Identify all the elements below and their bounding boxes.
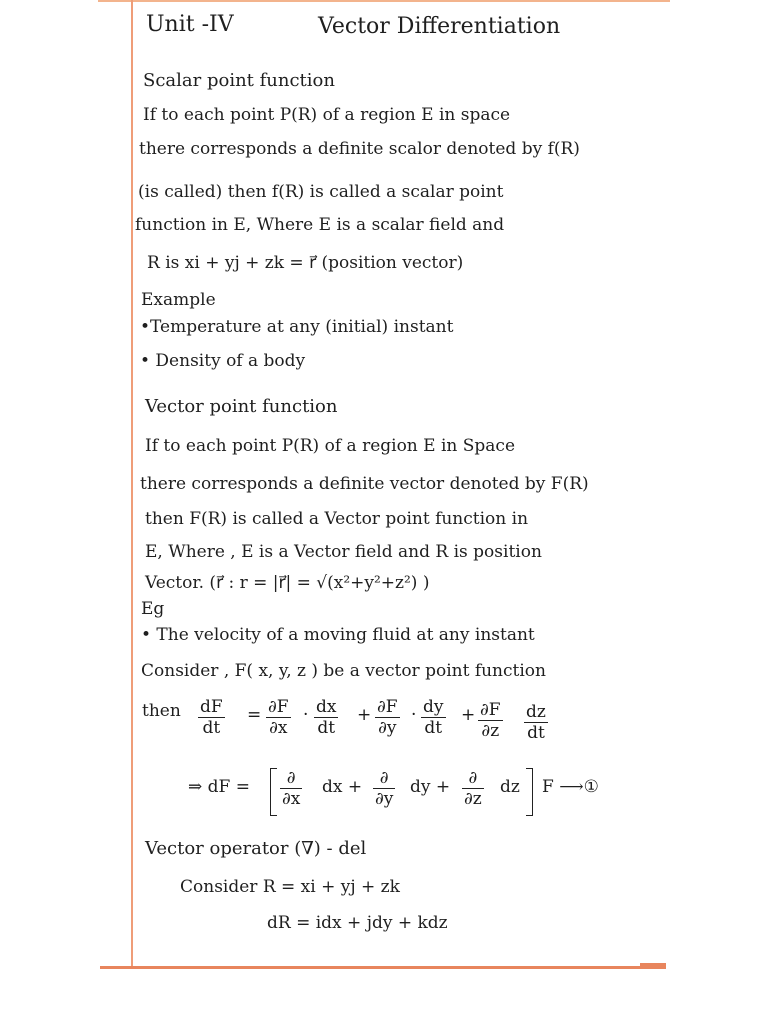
partial-F-z-fraction	[478, 700, 503, 741]
dR-line: dR = idx + jdy + kdz	[267, 913, 448, 933]
dy-dt-fraction	[421, 697, 446, 738]
vector-line-2: there corresponds a definite vector denoted by F(R)	[140, 474, 589, 494]
scalar-line-1: If to each point P(R) of a region E in space	[143, 105, 511, 125]
page-top-margin-line	[98, 0, 670, 2]
fraction-denominator: ∂y	[378, 718, 397, 738]
left-bracket	[270, 768, 277, 816]
fraction-numerator: ∂	[280, 768, 302, 789]
plus-sign: +	[357, 705, 372, 725]
scalar-line-4: function in E, Where E is a scalar field and	[135, 215, 505, 235]
dz-dt-fraction	[524, 702, 548, 743]
fraction-numerator: dx	[316, 697, 337, 717]
del-operator-heading: Vector operator (∇) - del	[145, 838, 367, 859]
fraction-numerator: dz	[526, 702, 546, 722]
example-item-2: • Density of a body	[140, 351, 306, 371]
eg-label: Eg	[141, 599, 165, 619]
fraction-denominator: dt	[202, 718, 221, 738]
fraction-numerator: dF	[200, 697, 223, 717]
right-bracket	[526, 768, 533, 816]
fraction-denominator: ∂z	[464, 789, 482, 809]
fraction-numerator: ∂	[373, 768, 395, 789]
unit-label: Unit -IV	[146, 12, 234, 37]
scalar-heading: Scalar point function	[143, 70, 335, 91]
plus-sign: +	[461, 705, 476, 725]
fraction-numerator: ∂	[462, 768, 484, 789]
equals-sign: =	[247, 705, 262, 725]
page-title: Vector Differentiation	[318, 14, 561, 39]
implies-lhs: ⇒ dF =	[188, 777, 250, 797]
partial-x-operator	[280, 768, 302, 809]
fraction-denominator: ∂y	[375, 789, 394, 809]
scalar-line-2: there corresponds a definite scalor denoted by f(R)	[139, 139, 580, 159]
vector-line-3: then F(R) is called a Vector point function in	[145, 509, 529, 529]
vector-line-1: If to each point P(R) of a region E in Space	[145, 436, 516, 456]
dx-term: dx +	[322, 777, 363, 797]
fraction-denominator: dt	[527, 723, 545, 743]
consider-R-line: Consider R = xi + yj + zk	[180, 877, 400, 897]
scalar-line-3: (is called) then f(R) is called a scalar point	[138, 182, 504, 202]
partial-z-operator	[462, 768, 484, 809]
fraction-numerator: ∂F	[268, 697, 289, 717]
partial-y-operator	[373, 768, 395, 809]
fraction-denominator: ∂z	[481, 721, 500, 741]
equation-1-rhs: F ⟶①	[542, 777, 599, 797]
dz-term: dz	[500, 777, 520, 797]
scalar-line-5: R is xi + yj + zk = r⃗ (position vector)	[147, 253, 464, 273]
partial-F-x-fraction	[266, 697, 291, 738]
example-item-1: •Temperature at any (initial) instant	[140, 317, 454, 337]
partial-F-y-fraction	[375, 697, 400, 738]
example-label: Example	[141, 290, 216, 310]
page-left-margin-line	[131, 0, 133, 968]
consider-function-line: Consider , F( x, y, z ) be a vector point function	[141, 661, 546, 681]
vector-line-5: Vector. (r⃗ : r = |r⃗| = √(x²+y²+z²) )	[145, 573, 430, 593]
vector-heading: Vector point function	[145, 396, 338, 417]
dot-operator: ·	[303, 705, 309, 725]
then-label: then	[142, 701, 181, 721]
dot-operator: ·	[411, 705, 417, 725]
fraction-numerator: ∂F	[480, 700, 501, 720]
fraction-denominator: ∂x	[282, 789, 301, 809]
vector-line-4: E, Where , E is a Vector field and R is position	[145, 542, 542, 562]
fraction-denominator: dt	[317, 718, 336, 738]
dy-term: dy +	[410, 777, 451, 797]
page-bottom-corner-mark	[640, 963, 666, 966]
dx-dt-fraction	[314, 697, 338, 738]
fraction-denominator: ∂x	[269, 718, 288, 738]
fraction-numerator: ∂F	[377, 697, 398, 717]
fraction-denominator: dt	[424, 718, 443, 738]
fraction-numerator: dy	[423, 697, 444, 717]
page-bottom-margin-line	[100, 966, 666, 969]
dF-dt-fraction	[198, 697, 225, 738]
eg-line: • The velocity of a moving fluid at any instant	[141, 625, 535, 645]
